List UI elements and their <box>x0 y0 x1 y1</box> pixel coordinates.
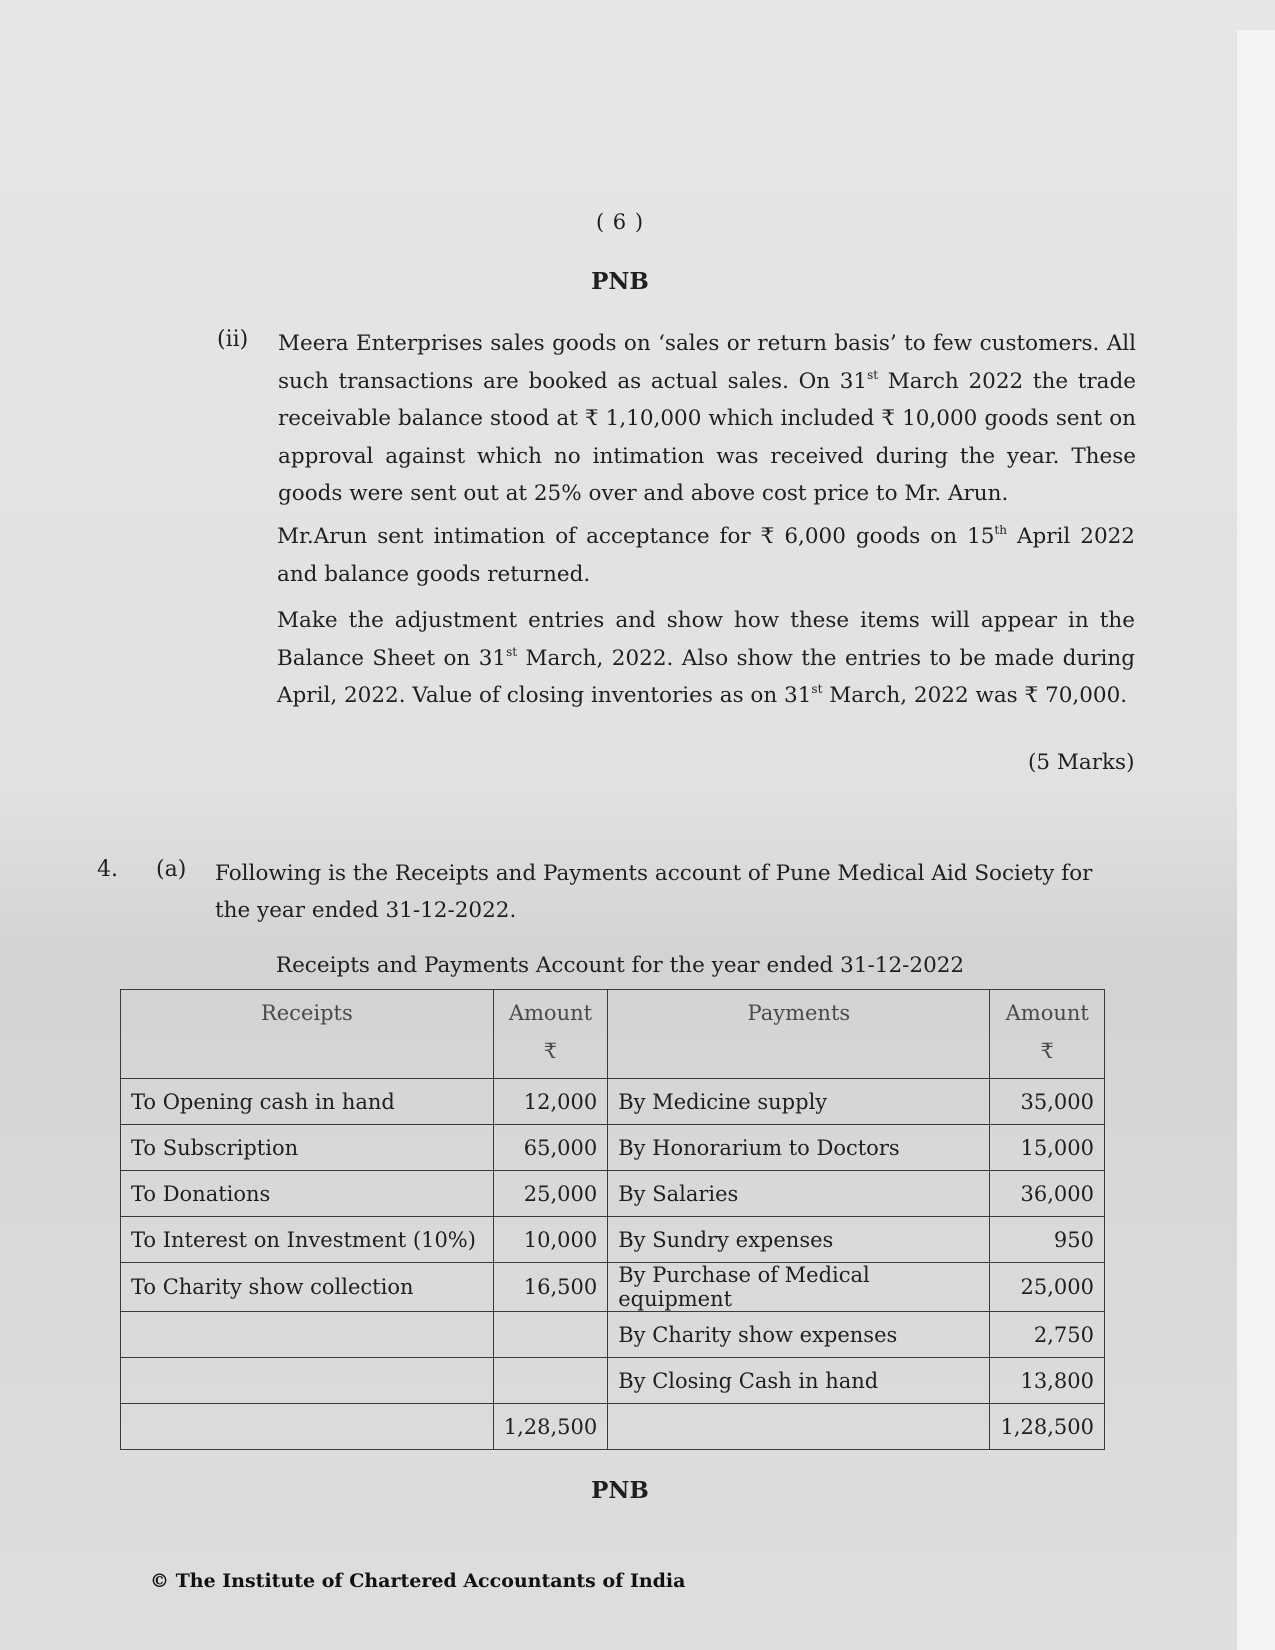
payment-amount: 35,000 <box>990 1079 1105 1125</box>
payment-total-label <box>608 1404 990 1450</box>
payment-amount: 13,800 <box>990 1358 1105 1404</box>
table-row <box>121 1358 1105 1404</box>
question-sub-label: (a) <box>156 857 187 882</box>
receipt-item <box>121 1312 494 1358</box>
marks-label: (5 Marks) <box>1028 750 1135 775</box>
header-receipts: Receipts <box>121 990 494 1079</box>
payment-amount: 2,750 <box>990 1312 1105 1358</box>
receipt-amount: 65,000 <box>493 1125 608 1171</box>
receipt-item: To Interest on Investment (10%) <box>121 1217 494 1263</box>
part-ii-paragraph-2: Mr.Arun sent intimation of acceptance for ₹ 6,000 goods on 15th April 2022 and balance goods returned. <box>277 523 1135 587</box>
payment-amount: 36,000 <box>990 1171 1105 1217</box>
payment-item: By Sundry expenses <box>608 1217 990 1263</box>
table-row <box>121 1125 1105 1171</box>
payment-item: By Charity show expenses <box>608 1312 990 1358</box>
receipts-total: 1,28,500 <box>493 1404 608 1450</box>
payment-item: By Honorarium to Doctors <box>608 1125 990 1171</box>
question-number: 4. <box>97 857 118 882</box>
rupee-symbol: ₹ <box>543 1039 558 1063</box>
table-row <box>121 1171 1105 1217</box>
receipt-item: To Opening cash in hand <box>121 1079 494 1125</box>
header-code: PNB <box>591 268 649 295</box>
rupee-symbol: ₹ <box>1040 1039 1054 1063</box>
receipt-amount: 16,500 <box>493 1263 608 1312</box>
page-number: ( 6 ) <box>595 210 645 234</box>
payment-amount: 950 <box>990 1217 1105 1263</box>
header-amount-payments: Amount ₹ <box>990 990 1105 1079</box>
receipt-item: To Donations <box>121 1171 494 1217</box>
question-text: Following is the Receipts and Payments account of Pune Medical Aid Society for the year ended 31-12-2022. <box>215 861 1093 923</box>
part-ii-label: (ii) <box>217 327 249 352</box>
table-row <box>121 1217 1105 1263</box>
receipt-item <box>121 1358 494 1404</box>
payment-item: By Purchase of Medical equipment <box>608 1263 990 1312</box>
payment-amount: 25,000 <box>990 1263 1105 1312</box>
payment-item: By Medicine supply <box>608 1079 990 1125</box>
receipt-amount <box>493 1312 608 1358</box>
table-total-row <box>121 1404 1105 1450</box>
header-payments: Payments <box>608 990 990 1079</box>
part-ii-paragraph-3: Make the adjustment entries and show how these items will appear in the Balance Sheet on 31st March, 2022. Also show the entries to be made during April, 2022. Value of closing inventories as on 31st March, 2022 was ₹ 70,000. <box>277 608 1135 708</box>
footer-code: PNB <box>591 1477 649 1504</box>
table-caption: Receipts and Payments Account for the year ended 31-12-2022 <box>275 953 965 978</box>
payment-item: By Salaries <box>608 1171 990 1217</box>
table-row <box>121 1312 1105 1358</box>
receipt-amount <box>493 1358 608 1404</box>
payments-total: 1,28,500 <box>990 1404 1105 1450</box>
payment-amount: 15,000 <box>990 1125 1105 1171</box>
part-ii-paragraph-1: Meera Enterprises sales goods on ‘sales or return basis’ to few customers. All such transactions are booked as actual sales. On 31st March 2022 the trade receivable balance stood at ₹ 1,10,000 which included ₹ 10,000 goods sent on approval against which no intimation was received during the year. These goods were sent out at 25% over and above cost price to Mr. Arun. <box>278 331 1136 506</box>
header-amount-receipts: Amount ₹ <box>493 990 608 1079</box>
receipt-amount: 25,000 <box>493 1171 608 1217</box>
receipt-item: To Subscription <box>121 1125 494 1171</box>
receipt-amount: 10,000 <box>493 1217 608 1263</box>
receipt-total-label <box>121 1404 494 1450</box>
table-header-row <box>121 990 1105 1079</box>
receipt-item: To Charity show collection <box>121 1263 494 1312</box>
table-row <box>121 1263 1105 1312</box>
table-row <box>121 1079 1105 1125</box>
page-edge <box>1237 30 1275 1650</box>
copyright-notice: © The Institute of Chartered Accountants of India <box>150 1570 686 1592</box>
receipts-payments-table <box>120 989 1105 1450</box>
payment-item: By Closing Cash in hand <box>608 1358 990 1404</box>
receipt-amount: 12,000 <box>493 1079 608 1125</box>
